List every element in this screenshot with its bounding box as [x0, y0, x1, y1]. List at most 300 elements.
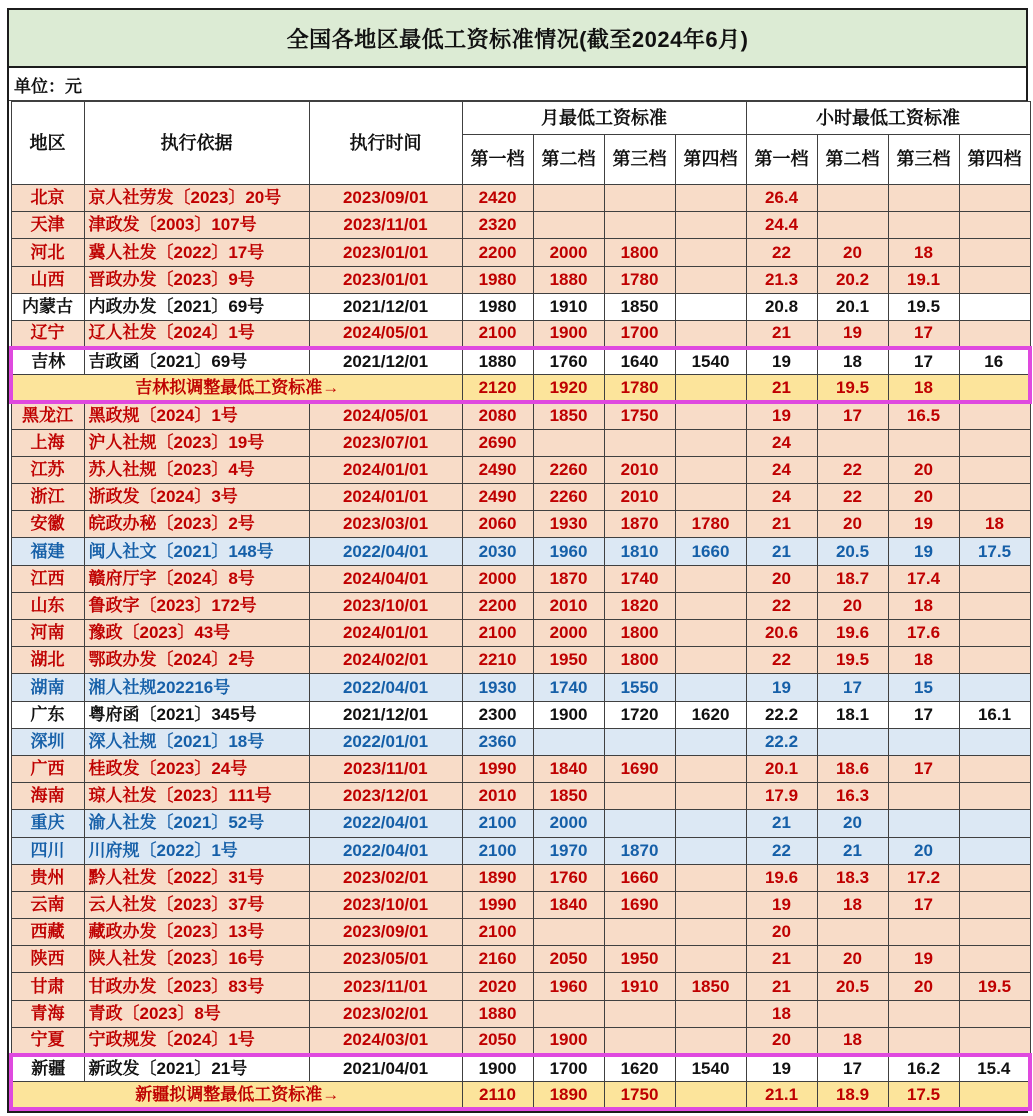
basis-cell: 云人社发〔2023〕37号 — [84, 891, 309, 918]
date-cell: 2021/12/01 — [309, 348, 462, 375]
hourly-value-cell: 24.4 — [746, 212, 817, 239]
monthly-value-cell — [675, 946, 746, 973]
unit-bar — [9, 68, 1026, 101]
region-cell: 北京 — [11, 185, 84, 212]
hourly-value-cell — [959, 484, 1030, 511]
monthly-value-cell — [675, 375, 746, 402]
hourly-value-cell: 18.9 — [817, 1082, 888, 1109]
hourly-value-cell: 24 — [746, 429, 817, 456]
hourly-value-cell — [817, 919, 888, 946]
hourly-value-cell — [959, 266, 1030, 293]
monthly-value-cell — [604, 810, 675, 837]
monthly-value-cell — [675, 266, 746, 293]
monthly-value-cell: 1850 — [533, 402, 604, 429]
monthly-value-cell: 1910 — [533, 293, 604, 320]
hourly-value-cell: 15.4 — [959, 1055, 1030, 1082]
hourly-value-cell: 18 — [817, 891, 888, 918]
monthly-value-cell — [533, 429, 604, 456]
monthly-value-cell — [604, 212, 675, 239]
hourly-value-cell: 17 — [888, 348, 959, 375]
hourly-value-cell: 19 — [888, 511, 959, 538]
header-group-row — [11, 102, 1030, 135]
hourly-value-cell: 21.1 — [746, 1082, 817, 1109]
monthly-value-cell: 1750 — [604, 402, 675, 429]
monthly-value-cell: 1540 — [675, 1055, 746, 1082]
table-row — [11, 891, 1030, 918]
hourly-value-cell — [959, 239, 1030, 266]
hourly-value-cell: 20 — [817, 946, 888, 973]
monthly-value-cell: 1920 — [533, 375, 604, 402]
monthly-value-cell — [675, 320, 746, 347]
monthly-value-cell: 1850 — [533, 783, 604, 810]
table-row — [11, 320, 1030, 347]
hourly-value-cell — [959, 293, 1030, 320]
date-cell: 2024/01/01 — [309, 484, 462, 511]
table-row — [11, 429, 1030, 456]
date-cell: 2023/01/01 — [309, 266, 462, 293]
table-row — [11, 239, 1030, 266]
monthly-value-cell: 2110 — [462, 1082, 533, 1109]
monthly-value-cell: 1800 — [604, 620, 675, 647]
hourly-value-cell: 18 — [888, 647, 959, 674]
monthly-value-cell: 1640 — [604, 348, 675, 375]
basis-cell: 粤府函〔2021〕345号 — [84, 701, 309, 728]
basis-cell: 深人社规〔2021〕18号 — [84, 728, 309, 755]
hourly-value-cell — [959, 864, 1030, 891]
monthly-value-cell: 2000 — [533, 810, 604, 837]
basis-cell: 琼人社发〔2023〕111号 — [84, 783, 309, 810]
monthly-value-cell: 1930 — [462, 674, 533, 701]
basis-cell: 黔人社发〔2022〕31号 — [84, 864, 309, 891]
region-cell: 西藏 — [11, 919, 84, 946]
monthly-value-cell: 1890 — [533, 1082, 604, 1109]
monthly-value-cell — [675, 484, 746, 511]
region-cell: 广西 — [11, 755, 84, 782]
monthly-value-cell: 2360 — [462, 728, 533, 755]
date-cell: 2024/01/01 — [309, 456, 462, 483]
table-row — [11, 701, 1030, 728]
monthly-value-cell — [675, 592, 746, 619]
monthly-value-cell: 1840 — [533, 755, 604, 782]
hourly-value-cell: 18 — [888, 239, 959, 266]
region-cell: 江苏 — [11, 456, 84, 483]
hourly-value-cell — [959, 185, 1030, 212]
hourly-value-cell: 21 — [817, 837, 888, 864]
monthly-value-cell — [533, 919, 604, 946]
hourly-value-cell: 20.5 — [817, 538, 888, 565]
table-row — [11, 348, 1030, 375]
hourly-value-cell: 18.7 — [817, 565, 888, 592]
region-cell: 河北 — [11, 239, 84, 266]
date-cell: 2023/05/01 — [309, 946, 462, 973]
hourly-value-cell: 18.6 — [817, 755, 888, 782]
hourly-value-cell — [959, 1027, 1030, 1054]
hourly-value-cell: 19.5 — [817, 375, 888, 402]
monthly-value-cell: 1780 — [675, 511, 746, 538]
basis-cell: 黑政规〔2024〕1号 — [84, 402, 309, 429]
region-cell: 青海 — [11, 1000, 84, 1027]
monthly-value-cell — [604, 783, 675, 810]
monthly-value-cell: 1870 — [604, 837, 675, 864]
region-cell: 甘肃 — [11, 973, 84, 1000]
monthly-value-cell — [675, 728, 746, 755]
monthly-value-cell: 1740 — [604, 565, 675, 592]
basis-cell: 京人社劳发〔2023〕20号 — [84, 185, 309, 212]
basis-cell: 鄂政办发〔2024〕2号 — [84, 647, 309, 674]
date-cell: 2024/05/01 — [309, 320, 462, 347]
monthly-value-cell: 1850 — [675, 973, 746, 1000]
date-cell: 2021/04/01 — [309, 1055, 462, 1082]
basis-cell: 渝人社发〔2021〕52号 — [84, 810, 309, 837]
adjustment-label: 吉林拟调整最低工资标准→ — [11, 375, 462, 402]
hourly-value-cell: 26.4 — [746, 185, 817, 212]
monthly-value-cell: 1910 — [604, 973, 675, 1000]
hourly-value-cell: 18 — [746, 1000, 817, 1027]
date-cell: 2022/04/01 — [309, 674, 462, 701]
table-row — [11, 592, 1030, 619]
table-row — [11, 674, 1030, 701]
hourly-value-cell — [959, 375, 1030, 402]
region-cell: 广东 — [11, 701, 84, 728]
monthly-value-cell: 1800 — [604, 239, 675, 266]
region-cell: 新疆 — [11, 1055, 84, 1082]
hourly-value-cell — [888, 728, 959, 755]
region-cell: 深圳 — [11, 728, 84, 755]
hourly-value-cell: 17 — [888, 891, 959, 918]
hourly-value-cell: 22.2 — [746, 701, 817, 728]
hourly-value-cell — [888, 212, 959, 239]
hourly-value-cell — [959, 620, 1030, 647]
region-cell: 云南 — [11, 891, 84, 918]
hourly-tier-1-header: 第一档 — [746, 135, 817, 185]
hourly-value-cell: 21.3 — [746, 266, 817, 293]
region-cell: 黑龙江 — [11, 402, 84, 429]
hourly-tier-2-header: 第二档 — [817, 135, 888, 185]
wage-table-body — [11, 185, 1030, 1109]
hourly-value-cell: 22 — [746, 592, 817, 619]
monthly-value-cell: 2490 — [462, 456, 533, 483]
basis-cell: 吉政函〔2021〕69号 — [84, 348, 309, 375]
monthly-value-cell — [675, 565, 746, 592]
hourly-value-cell: 20 — [888, 484, 959, 511]
hourly-value-cell — [959, 647, 1030, 674]
hourly-value-cell — [959, 456, 1030, 483]
basis-cell: 新政发〔2021〕21号 — [84, 1055, 309, 1082]
monthly-value-cell: 1870 — [533, 565, 604, 592]
monthly-value-cell — [533, 185, 604, 212]
monthly-value-cell — [604, 728, 675, 755]
table-row — [11, 565, 1030, 592]
hourly-value-cell: 22 — [746, 239, 817, 266]
hourly-value-cell: 21 — [746, 946, 817, 973]
monthly-value-cell: 1620 — [675, 701, 746, 728]
basis-cell: 内政办发〔2021〕69号 — [84, 293, 309, 320]
basis-cell: 藏政办发〔2023〕13号 — [84, 919, 309, 946]
wage-table — [9, 101, 1032, 1111]
basis-cell: 甘政办发〔2023〕83号 — [84, 973, 309, 1000]
region-cell: 贵州 — [11, 864, 84, 891]
hourly-value-cell: 17.4 — [888, 565, 959, 592]
hourly-value-cell: 19.6 — [746, 864, 817, 891]
table-row — [11, 1000, 1030, 1027]
hourly-value-cell: 20.2 — [817, 266, 888, 293]
monthly-value-cell: 2100 — [462, 837, 533, 864]
hourly-value-cell: 17.5 — [959, 538, 1030, 565]
monthly-value-cell: 2100 — [462, 919, 533, 946]
monthly-value-cell: 2000 — [533, 620, 604, 647]
date-cell: 2023/01/01 — [309, 239, 462, 266]
monthly-value-cell — [675, 810, 746, 837]
column-header-date: 执行时间 — [309, 102, 462, 185]
monthly-value-cell: 1870 — [604, 511, 675, 538]
monthly-value-cell — [604, 185, 675, 212]
hourly-value-cell: 16.1 — [959, 701, 1030, 728]
basis-cell: 皖政办秘〔2023〕2号 — [84, 511, 309, 538]
hourly-value-cell: 22 — [817, 456, 888, 483]
table-row — [11, 1055, 1030, 1082]
table-row — [11, 728, 1030, 755]
hourly-value-cell: 19 — [888, 946, 959, 973]
monthly-value-cell: 1660 — [675, 538, 746, 565]
hourly-value-cell: 17.2 — [888, 864, 959, 891]
hourly-value-cell: 20 — [817, 592, 888, 619]
monthly-value-cell: 1810 — [604, 538, 675, 565]
monthly-tier-4-header: 第四档 — [675, 135, 746, 185]
hourly-value-cell — [888, 185, 959, 212]
region-cell: 吉林 — [11, 348, 84, 375]
hourly-value-cell: 21 — [746, 320, 817, 347]
region-cell: 山西 — [11, 266, 84, 293]
monthly-value-cell: 2010 — [604, 484, 675, 511]
basis-cell: 沪人社规〔2023〕19号 — [84, 429, 309, 456]
hourly-value-cell — [959, 783, 1030, 810]
hourly-value-cell: 22 — [817, 484, 888, 511]
monthly-value-cell: 1900 — [462, 1055, 533, 1082]
monthly-value-cell — [675, 620, 746, 647]
hourly-value-cell — [959, 674, 1030, 701]
table-row — [11, 810, 1030, 837]
hourly-value-cell — [959, 1000, 1030, 1027]
monthly-value-cell — [675, 456, 746, 483]
hourly-value-cell: 20 — [888, 837, 959, 864]
region-cell: 四川 — [11, 837, 84, 864]
hourly-value-cell — [817, 429, 888, 456]
monthly-value-cell — [675, 1082, 746, 1109]
region-cell: 河南 — [11, 620, 84, 647]
table-row — [11, 837, 1030, 864]
date-cell: 2021/12/01 — [309, 293, 462, 320]
monthly-value-cell: 2160 — [462, 946, 533, 973]
monthly-value-cell: 1960 — [533, 973, 604, 1000]
table-row — [11, 402, 1030, 429]
hourly-value-cell: 20.1 — [746, 755, 817, 782]
hourly-value-cell: 22.2 — [746, 728, 817, 755]
table-row — [11, 620, 1030, 647]
hourly-value-cell: 18.3 — [817, 864, 888, 891]
hourly-value-cell: 17.9 — [746, 783, 817, 810]
monthly-value-cell: 1980 — [462, 293, 533, 320]
monthly-value-cell: 1780 — [604, 266, 675, 293]
monthly-tier-2-header: 第二档 — [533, 135, 604, 185]
monthly-value-cell: 1620 — [604, 1055, 675, 1082]
hourly-tier-4-header: 第四档 — [959, 135, 1030, 185]
column-group-monthly: 月最低工资标准 — [462, 102, 746, 135]
region-cell: 上海 — [11, 429, 84, 456]
hourly-value-cell — [959, 429, 1030, 456]
hourly-value-cell: 20 — [817, 810, 888, 837]
region-cell: 福建 — [11, 538, 84, 565]
region-cell: 海南 — [11, 783, 84, 810]
date-cell: 2023/10/01 — [309, 891, 462, 918]
hourly-value-cell: 19 — [888, 538, 959, 565]
monthly-value-cell: 2490 — [462, 484, 533, 511]
hourly-value-cell: 18 — [817, 348, 888, 375]
basis-cell: 湘人社规202216号 — [84, 674, 309, 701]
hourly-value-cell: 19 — [817, 320, 888, 347]
hourly-value-cell — [888, 783, 959, 810]
date-cell: 2022/04/01 — [309, 837, 462, 864]
table-row — [11, 1027, 1030, 1054]
hourly-value-cell: 18 — [817, 1027, 888, 1054]
hourly-value-cell: 16.5 — [888, 402, 959, 429]
monthly-value-cell — [675, 429, 746, 456]
region-cell: 重庆 — [11, 810, 84, 837]
hourly-value-cell: 20.6 — [746, 620, 817, 647]
monthly-value-cell — [604, 429, 675, 456]
hourly-value-cell: 17 — [888, 701, 959, 728]
monthly-value-cell: 2120 — [462, 375, 533, 402]
monthly-value-cell — [675, 239, 746, 266]
table-row — [11, 973, 1030, 1000]
hourly-value-cell: 20 — [746, 565, 817, 592]
hourly-value-cell: 20 — [817, 511, 888, 538]
hourly-value-cell — [959, 755, 1030, 782]
monthly-value-cell: 1950 — [604, 946, 675, 973]
monthly-value-cell: 1760 — [533, 864, 604, 891]
monthly-value-cell: 2200 — [462, 592, 533, 619]
hourly-tier-3-header: 第三档 — [888, 135, 959, 185]
date-cell: 2021/12/01 — [309, 701, 462, 728]
monthly-value-cell: 1900 — [533, 1027, 604, 1054]
monthly-value-cell: 2320 — [462, 212, 533, 239]
monthly-value-cell: 1820 — [604, 592, 675, 619]
date-cell: 2023/12/01 — [309, 783, 462, 810]
hourly-value-cell: 20 — [888, 973, 959, 1000]
basis-cell: 津政发〔2003〕107号 — [84, 212, 309, 239]
column-header-basis: 执行依据 — [84, 102, 309, 185]
hourly-value-cell: 18 — [959, 511, 1030, 538]
hourly-value-cell — [888, 919, 959, 946]
hourly-value-cell: 22 — [746, 837, 817, 864]
wage-sheet — [7, 8, 1028, 1113]
hourly-value-cell: 16.2 — [888, 1055, 959, 1082]
monthly-tier-3-header: 第三档 — [604, 135, 675, 185]
monthly-value-cell: 1700 — [604, 320, 675, 347]
column-group-hourly: 小时最低工资标准 — [746, 102, 1030, 135]
hourly-value-cell: 19 — [746, 1055, 817, 1082]
hourly-value-cell: 21 — [746, 511, 817, 538]
table-row — [11, 538, 1030, 565]
date-cell: 2023/07/01 — [309, 429, 462, 456]
table-row — [11, 946, 1030, 973]
monthly-value-cell — [675, 402, 746, 429]
hourly-value-cell — [959, 320, 1030, 347]
monthly-value-cell: 1850 — [604, 293, 675, 320]
hourly-value-cell — [959, 946, 1030, 973]
monthly-value-cell: 2210 — [462, 647, 533, 674]
hourly-value-cell — [959, 402, 1030, 429]
hourly-value-cell: 17 — [817, 1055, 888, 1082]
hourly-value-cell: 21 — [746, 973, 817, 1000]
monthly-value-cell — [675, 919, 746, 946]
monthly-value-cell: 1750 — [604, 1082, 675, 1109]
hourly-value-cell — [888, 1027, 959, 1054]
date-cell: 2023/11/01 — [309, 212, 462, 239]
hourly-value-cell — [959, 565, 1030, 592]
monthly-value-cell: 2100 — [462, 320, 533, 347]
hourly-value-cell — [817, 728, 888, 755]
hourly-value-cell: 19 — [746, 348, 817, 375]
date-cell: 2023/02/01 — [309, 1000, 462, 1027]
monthly-value-cell — [533, 728, 604, 755]
hourly-value-cell: 19 — [746, 402, 817, 429]
basis-cell: 川府规〔2022〕1号 — [84, 837, 309, 864]
adjustment-label: 新疆拟调整最低工资标准→ — [11, 1082, 462, 1109]
region-cell: 宁夏 — [11, 1027, 84, 1054]
monthly-value-cell: 2000 — [533, 239, 604, 266]
date-cell: 2024/05/01 — [309, 402, 462, 429]
date-cell: 2023/10/01 — [309, 592, 462, 619]
monthly-value-cell — [675, 1000, 746, 1027]
date-cell: 2024/03/01 — [309, 1027, 462, 1054]
monthly-value-cell: 1540 — [675, 348, 746, 375]
basis-cell: 桂政发〔2023〕24号 — [84, 755, 309, 782]
monthly-value-cell — [675, 864, 746, 891]
region-cell: 安徽 — [11, 511, 84, 538]
monthly-value-cell: 2030 — [462, 538, 533, 565]
date-cell: 2022/04/01 — [309, 810, 462, 837]
monthly-value-cell: 2100 — [462, 620, 533, 647]
monthly-value-cell — [675, 1027, 746, 1054]
monthly-value-cell: 1880 — [533, 266, 604, 293]
hourly-value-cell: 20 — [746, 919, 817, 946]
hourly-value-cell: 18.1 — [817, 701, 888, 728]
monthly-value-cell: 2010 — [604, 456, 675, 483]
monthly-value-cell: 1840 — [533, 891, 604, 918]
monthly-value-cell: 2000 — [462, 565, 533, 592]
monthly-value-cell: 2080 — [462, 402, 533, 429]
adjustment-row — [11, 1082, 1030, 1109]
hourly-value-cell: 15 — [888, 674, 959, 701]
monthly-value-cell: 2050 — [533, 946, 604, 973]
basis-cell: 豫政〔2023〕43号 — [84, 620, 309, 647]
monthly-value-cell: 1900 — [533, 701, 604, 728]
table-row — [11, 755, 1030, 782]
monthly-value-cell: 2200 — [462, 239, 533, 266]
hourly-value-cell: 22 — [746, 647, 817, 674]
monthly-value-cell: 1990 — [462, 755, 533, 782]
hourly-value-cell: 19.5 — [888, 293, 959, 320]
monthly-value-cell: 1890 — [462, 864, 533, 891]
monthly-value-cell — [533, 212, 604, 239]
hourly-value-cell — [817, 1000, 888, 1027]
monthly-value-cell: 1990 — [462, 891, 533, 918]
hourly-value-cell: 24 — [746, 484, 817, 511]
basis-cell: 鲁政字〔2023〕172号 — [84, 592, 309, 619]
monthly-value-cell: 1950 — [533, 647, 604, 674]
monthly-value-cell: 1780 — [604, 375, 675, 402]
monthly-value-cell: 2420 — [462, 185, 533, 212]
